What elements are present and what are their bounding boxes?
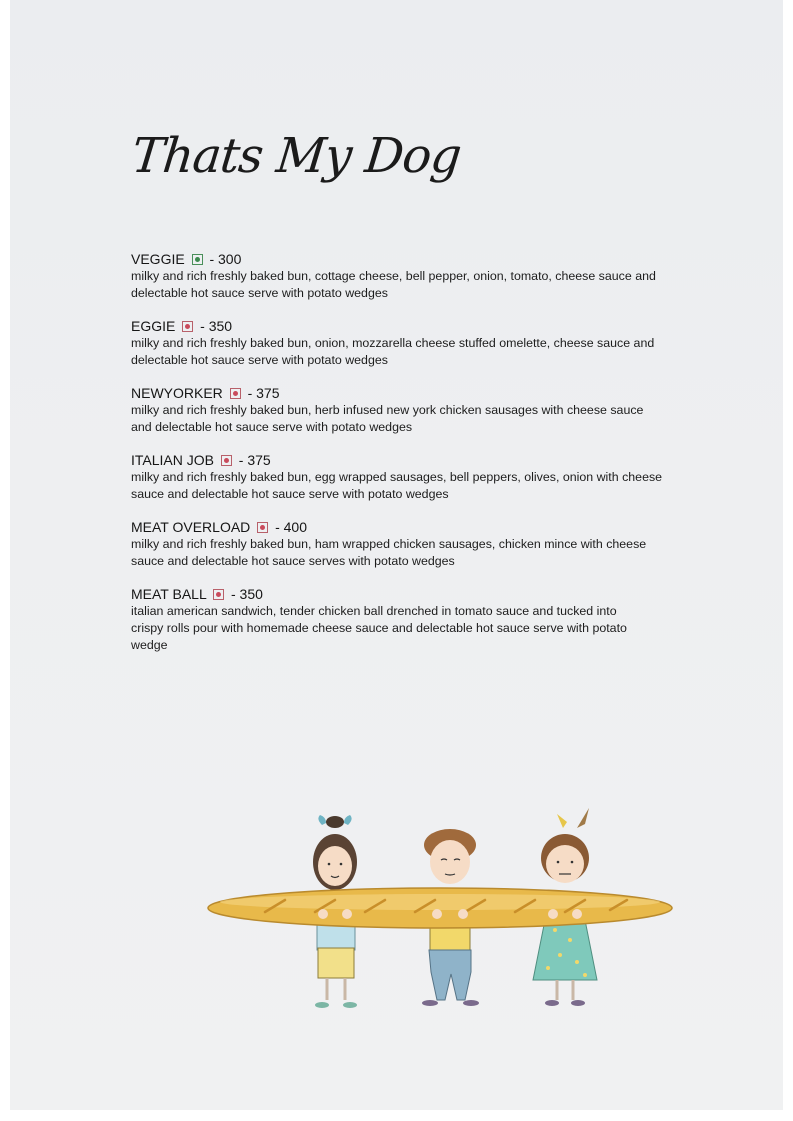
menu-item-meat-ball <box>131 585 691 654</box>
item-name: MEAT BALL <box>131 586 207 602</box>
item-description <box>131 536 691 570</box>
menu-item-eggie <box>131 317 691 369</box>
non-veg-indicator-icon <box>257 522 268 533</box>
description-line: delectable hot sauce serve with potato wedges <box>131 286 388 300</box>
menu-item-meat-overload <box>131 518 691 570</box>
description-line: milky and rich freshly baked bun, ham wrapped chicken sausages, chicken mince with cheese <box>131 537 647 551</box>
item-name: MEAT OVERLOAD <box>131 519 251 535</box>
item-heading <box>131 250 691 268</box>
menu-item-veggie <box>131 250 691 302</box>
item-heading <box>131 518 691 536</box>
menu-item-italian-job <box>131 451 691 503</box>
kids-with-baguette-illustration <box>205 800 675 1020</box>
description-line: milky and rich freshly baked bun, herb infused new york chicken sausages with cheese sauce <box>131 403 644 417</box>
description-line: milky and rich freshly baked bun, cottage cheese, bell pepper, onion, tomato, cheese sauce and <box>131 269 656 283</box>
menu-list <box>131 250 691 669</box>
item-price: - 375 <box>247 385 280 401</box>
description-line: and delectable hot sauce serve with potato wedges <box>131 420 413 434</box>
item-price: - 350 <box>231 586 263 602</box>
description-line: wedge <box>131 638 168 652</box>
item-name: ITALIAN JOB <box>131 452 214 468</box>
item-description <box>131 335 691 369</box>
non-veg-indicator-icon <box>182 321 193 332</box>
menu-title: Thats My Dog <box>129 128 464 184</box>
veg-indicator-icon <box>192 254 203 265</box>
item-heading <box>131 384 691 402</box>
description-line: milky and rich freshly baked bun, onion, mozzarella cheese stuffed omelette, cheese sauce and <box>131 336 655 350</box>
baguette <box>208 888 672 928</box>
non-veg-indicator-icon <box>221 455 232 466</box>
non-veg-indicator-icon <box>230 388 241 399</box>
item-price: - 375 <box>238 452 271 468</box>
item-description <box>131 268 691 302</box>
item-description <box>131 469 691 503</box>
item-heading <box>131 451 691 469</box>
description-line: milky and rich freshly baked bun, egg wrapped sausages, bell peppers, olives, onion with cheese <box>131 470 663 484</box>
item-heading <box>131 317 691 335</box>
item-description <box>131 402 691 436</box>
item-name: VEGGIE <box>131 251 185 267</box>
description-line: sauce and delectable hot sauce serves with potato wedges <box>131 554 455 568</box>
item-name: NEWYORKER <box>131 385 223 401</box>
description-line: sauce and delectable hot sauce serve with potato wedges <box>131 487 449 501</box>
description-line: italian american sandwich, tender chicken ball drenched in tomato sauce and tucked into <box>131 604 617 618</box>
item-description <box>131 603 691 654</box>
description-line: delectable hot sauce serve with potato wedges <box>131 353 388 367</box>
item-name: EGGIE <box>131 318 176 334</box>
item-price: - 300 <box>209 251 242 267</box>
item-price: - 400 <box>275 519 307 535</box>
item-heading <box>131 585 691 603</box>
non-veg-indicator-icon <box>213 589 224 600</box>
description-line: crispy rolls pour with homemade cheese sauce and delectable hot sauce serve with potato <box>131 621 627 635</box>
menu-page <box>10 0 783 1110</box>
item-price: - 350 <box>200 318 233 334</box>
menu-item-newyorker <box>131 384 691 436</box>
